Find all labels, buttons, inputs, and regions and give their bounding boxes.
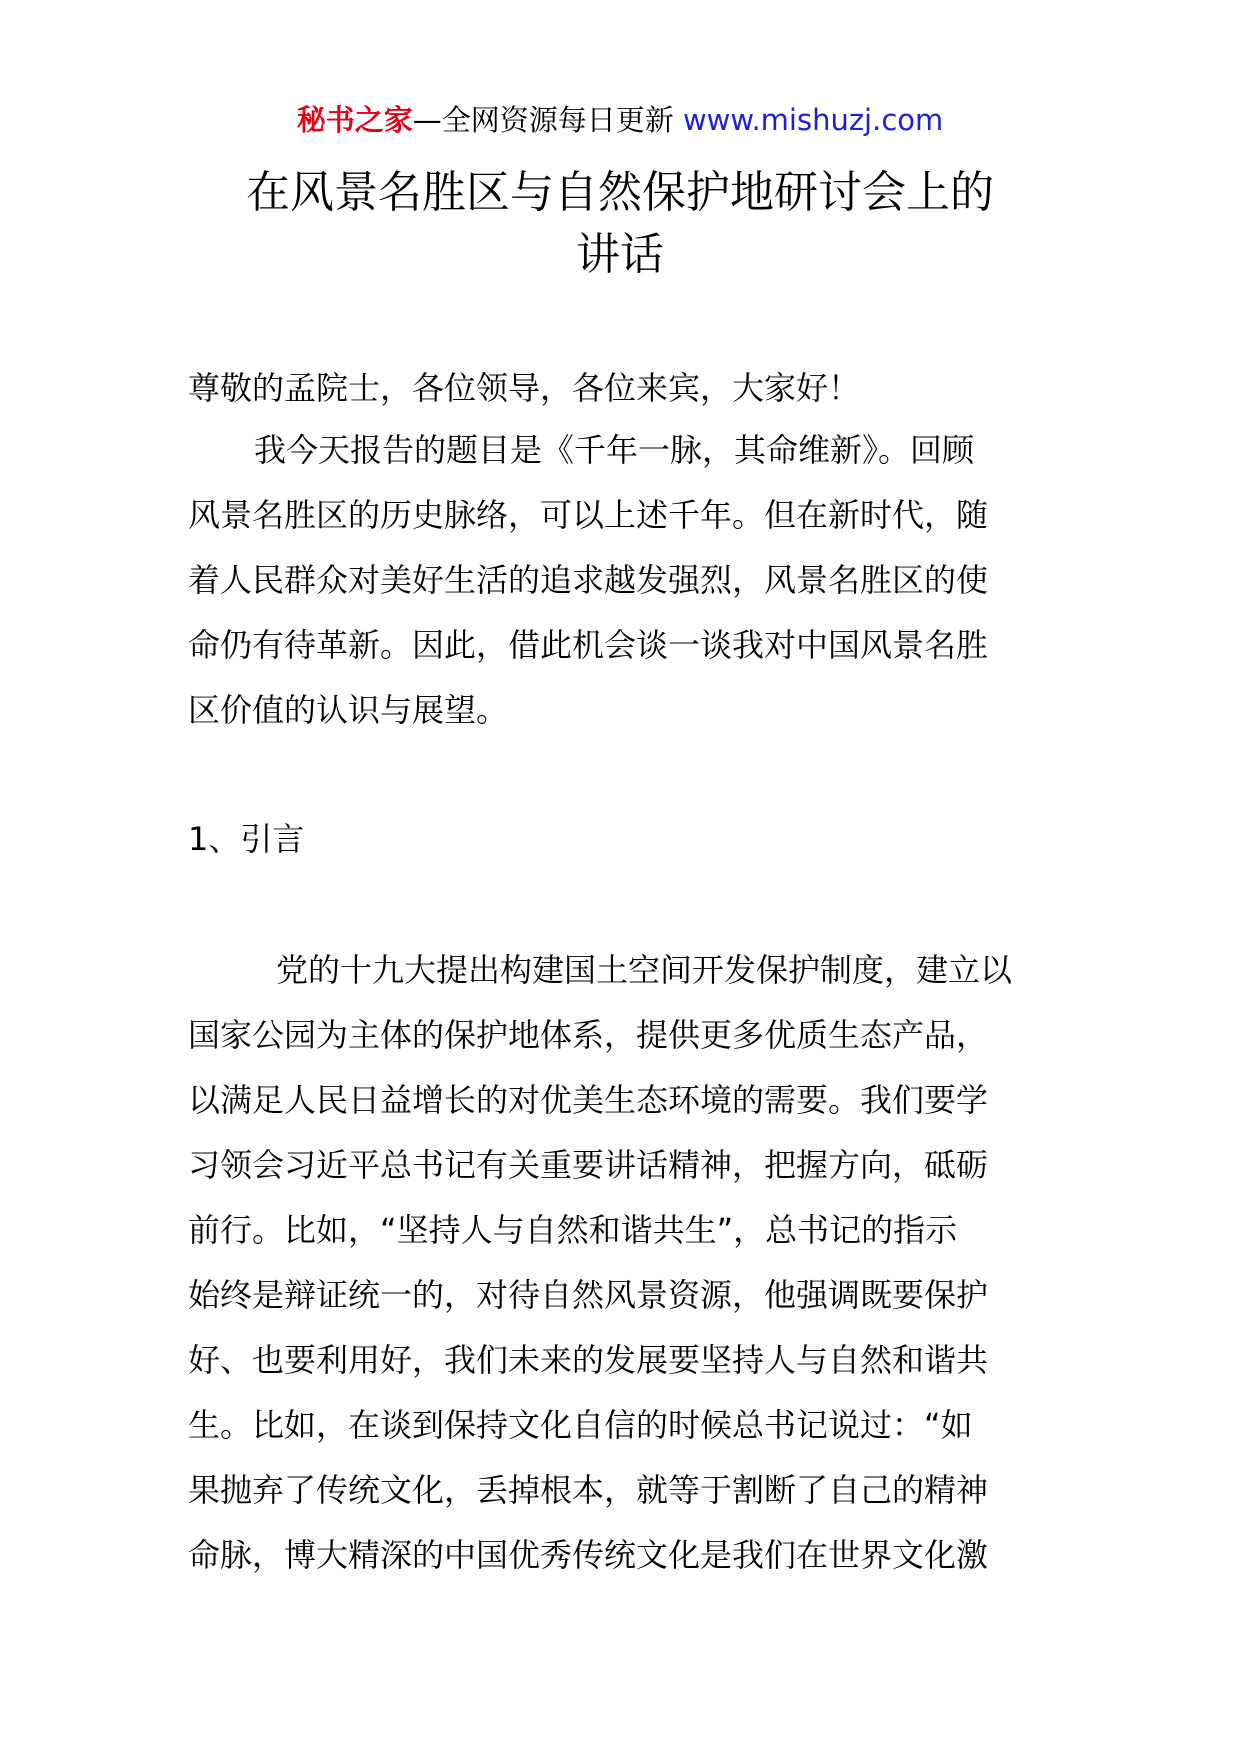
paragraph-1-line: 风景名胜区的历史脉络，可以上述千年。但在新时代，随	[188, 496, 989, 534]
paragraph-2	[188, 938, 1054, 1588]
greeting	[188, 356, 1054, 421]
paragraph-1-line: 我今天报告的题目是《千年一脉，其命维新》。回顾	[254, 431, 975, 469]
paragraph-1-line: 区价值的认识与展望。	[188, 691, 509, 729]
paragraph-1-line: 着人民群众对美好生活的追求越发强烈，风景名胜区的使	[188, 561, 989, 599]
section-heading-text: 1、引言	[188, 820, 305, 858]
paragraph-2-line: 习领会习近平总书记有关重要讲话精神，把握方向，砥砺	[188, 1146, 989, 1184]
document-title	[0, 162, 1240, 286]
paragraph-2-line: 国家公园为主体的保护地体系，提供更多优质生态产品，	[188, 1016, 989, 1054]
site-slogan: —全网资源每日更新	[412, 103, 674, 137]
site-url-link[interactable]: www.mishuzj.com	[682, 103, 944, 137]
paragraph-2-line: 党的十九大提出构建国土空间开发保护制度，建立以	[276, 951, 1013, 989]
site-header	[0, 100, 1240, 140]
brand-name: 秘书之家	[296, 103, 413, 137]
paragraph-2-line: 始终是辩证统一的，对待自然风景资源，他强调既要保护	[188, 1276, 989, 1314]
paragraph-2-line: 果抛弃了传统文化，丢掉根本，就等于割断了自己的精神	[188, 1471, 989, 1509]
paragraph-2-line: 生。比如，在谈到保持文化自信的时候总书记说过：“如	[188, 1406, 973, 1444]
paragraph-2-line: 命脉，博大精深的中国优秀传统文化是我们在世界文化激	[188, 1536, 989, 1574]
paragraph-1	[188, 418, 1054, 743]
paragraph-2-line: 好、也要利用好，我们未来的发展要坚持人与自然和谐共	[188, 1341, 989, 1379]
title-line-2: 讲话	[576, 229, 664, 280]
paragraph-2-line: 以满足人民日益增长的对优美生态环境的需要。我们要学	[188, 1081, 989, 1119]
title-line-1: 在风景名胜区与自然保护地研讨会上的	[246, 167, 994, 218]
paragraph-1-line: 命仍有待革新。因此，借此机会谈一谈我对中国风景名胜	[188, 626, 989, 664]
paragraph-2-line: 前行。比如，“坚持人与自然和谐共生”，总书记的指示	[188, 1211, 958, 1249]
greeting-text: 尊敬的孟院士，各位领导，各位来宾，大家好！	[188, 369, 861, 407]
section-heading	[188, 807, 1054, 872]
